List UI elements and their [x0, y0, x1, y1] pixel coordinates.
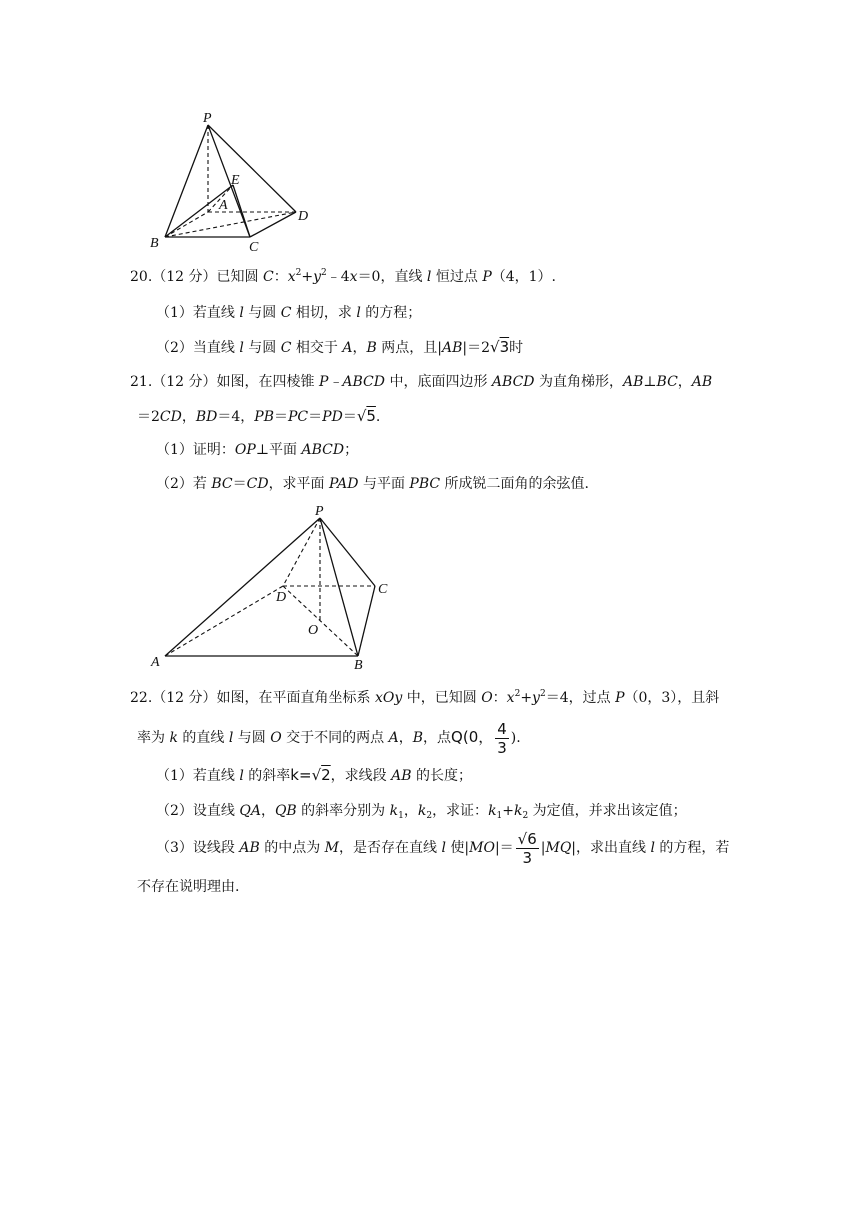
pyramid-figure-2: [145, 502, 405, 674]
q21-part1: （1）证明：OP⊥平面 ABCD；: [156, 442, 359, 458]
q22-stem-line1: 22.（12 分）如图，在平面直角坐标系 xOy 中，已知圆 O：$x^2+y^2=4$，过点 P（0，3），且斜: [130, 689, 720, 706]
fig1-label-A: A: [219, 198, 228, 213]
q22-part1: （1）若直线 l 的斜率k=√2，求线段 AB 的长度；: [156, 766, 472, 784]
fig2-label-B: B: [354, 658, 363, 673]
fraction-sqrt6-3: $\frac{√6}{3}$: [517, 829, 537, 867]
fig2-label-C: C: [378, 582, 388, 597]
fig2-label-A: A: [151, 655, 160, 670]
fig2-label-P: P: [315, 504, 324, 519]
q20-stem: 20.（12 分）已知圆 C：$x^2+y^2﹣4x=0$，直线 l 恒过点 P（4，1）.: [130, 268, 556, 285]
q22-stem-line2: 率为 k 的直线 l 与圆 O 交于不同的两点 A，B，点Q(0， $\frac{4}{3}$ ).: [137, 719, 521, 757]
sqrt-2: √2: [311, 766, 331, 784]
fig2-label-O: O: [308, 623, 319, 638]
fraction-4-3: $\frac{4}{3}$: [497, 719, 507, 757]
q20-part2: （2）当直线 l 与圆 C 相交于 A，B 两点，且|AB|＝2√3时: [156, 338, 524, 356]
q20-part1: （1）若直线 l 与圆 C 相切，求 l 的方程；: [156, 305, 422, 321]
pyramid-figure-1: [140, 108, 330, 258]
fig1-label-E: E: [231, 173, 240, 188]
fig2-label-D: D: [276, 590, 287, 605]
q21-stem-line2: ＝2CD，BD＝4，PB＝PC＝PD＝√5.: [137, 407, 381, 425]
sqrt-5: √5: [356, 407, 376, 425]
q22-part2: （2）设直线 QA，QB 的斜率分别为 $k_1$，$k_2$，求证：$k_1+k_2$ 为定值，并求出该定值；: [156, 803, 687, 821]
q22-part3: （3）设线段 AB 的中点为 M，是否存在直线 l 使|MO|＝ $\frac{√6}{3}$ |MQ|，求出直线 l 的方程，若: [156, 829, 730, 867]
fig1-label-B: B: [150, 236, 159, 251]
fig1-label-P: P: [203, 111, 212, 126]
fig1-label-D: D: [298, 209, 309, 224]
q21-stem-line1: 21.（12 分）如图，在四棱锥 P﹣ABCD 中，底面四边形 ABCD 为直角梯形，AB⊥BC，AB: [130, 374, 713, 390]
fig1-label-C: C: [249, 240, 259, 255]
q21-part2: （2）若 BC＝CD，求平面 PAD 与平面 PBC 所成锐二面角的余弦值.: [156, 476, 589, 492]
sqrt-3: √3: [490, 338, 510, 356]
q22-part3-cont: 不存在说明理由.: [137, 879, 240, 895]
